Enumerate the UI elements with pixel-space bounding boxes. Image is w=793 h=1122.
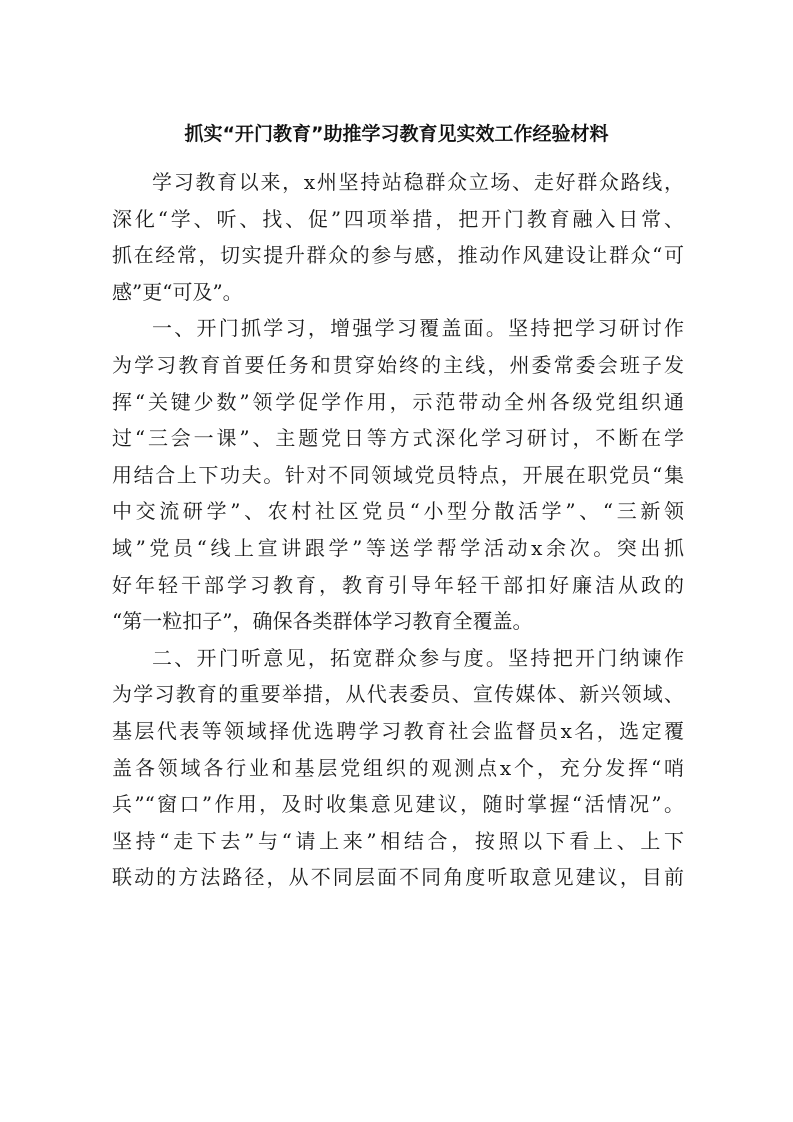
paragraph-line: 好年轻干部学习教育，教育引导年轻干部扣好廉洁从政的 [112,572,684,597]
paragraph-line: 二、开门听意见，拓宽群众参与度。坚持把开门纳谏作 [152,645,684,670]
paragraph-line: 坚持“走下去”与“请上来”相结合，按照以下看上、上下 [112,828,684,853]
paragraph-line: 一、开门抓学习，增强学习覆盖面。坚持把学习研讨作 [152,316,684,341]
paragraph-section-one [112,310,684,639]
paragraph-line: 感”更“可及”。 [112,279,243,304]
paragraph-line: 为学习教育首要任务和贯穿始终的主线，州委常委会班子发 [112,352,684,377]
paragraph-line: 学习教育以来，x州坚持站稳群众立场、走好群众路线， [152,170,684,194]
paragraph-line: 盖各领域各行业和基层党组织的观测点x个，充分发挥“哨 [112,755,684,780]
paragraph-line: 用结合上下功夫。针对不同领域党员特点，开展在职党员“集 [112,462,684,487]
document-title: 抓实“开门教育”助推学习教育见实效工作经验材料 [184,123,609,145]
paragraph-line: 联动的方法路径，从不同层面不同角度听取意见建议，目前 [112,865,684,890]
paragraph-line: 过“三会一课”、主题党日等方式深化学习研讨，不断在学 [112,426,684,451]
document-body [112,164,684,896]
paragraph-line: 挥“关键少数”领学促学作用，示范带动全州各级党组织通 [112,389,684,414]
paragraph-line: 基层代表等领域择优选聘学习教育社会监督员x名，选定覆 [112,718,684,743]
paragraph-line: “第一粒扣子”，确保各类群体学习教育全覆盖。 [112,609,533,634]
paragraph-line: 兵”“窗口”作用，及时收集意见建议，随时掌握“活情况”。 [112,792,684,817]
paragraph-line: 中交流研学”、农村社区党员“小型分散活学”、“三新领 [112,499,684,524]
paragraph-line: 为学习教育的重要举措，从代表委员、宣传媒体、新兴领域、 [112,682,684,707]
paragraph-line: 抓在经常，切实提升群众的参与感，推动作风建设让群众“可 [112,243,684,268]
paragraph-line: 深化“学、听、找、促”四项举措，把开门教育融入日常、 [112,206,684,231]
paragraph-intro [112,164,684,310]
paragraph-section-two [112,640,684,896]
paragraph-line: 域”党员“线上宣讲跟学”等送学帮学活动x余次。突出抓 [112,535,684,560]
